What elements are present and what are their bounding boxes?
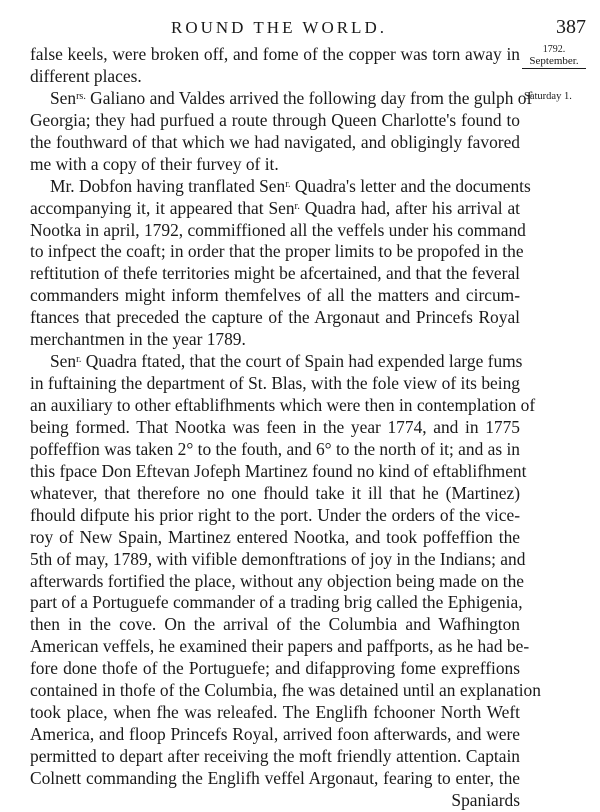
catchword: Spaniards [451,789,520,810]
text-line: Mr. Dobfon having tranflated Sen$^{r.}$ Quadra's letter and the documents [50,175,531,196]
text-line: an auxiliary to other eftablifhments which were then in contemplation of [30,395,536,415]
text-line: fore done thofe of the Portuguefe; and difapproving fome expreffions [30,658,520,679]
text-line: afterwards fortified the place, without any objection being made on the [30,570,525,591]
text-line: Georgia; they had purfued a route through Queen Charlotte's found to [30,109,520,130]
text-line: took place, when fhe was releafed. The Englifh fchooner North Weft [30,702,520,723]
abbrev-superscript: r. [294,200,300,212]
page-number: 387 [556,16,586,38]
text-line: merchantmen in the year 1789. [30,329,246,350]
text-line: the fouthward of that which we had navigated, and obligingly favored [30,131,520,152]
text-line: whatever, that therefore no one fhould take it ill that he (Martinez) [30,482,520,503]
text-line: permitted to depart after receiving the moft friendly attention. Captain [30,746,520,766]
abbrev-superscript: r. [285,178,291,190]
text-line: poffeffion was taken 2° to the fouth, and 6° to the north of it; and as in [30,438,520,459]
margin-year: 1792. [542,44,566,55]
text-line: American veffels, he examined their papers and paffports, as he had be- [30,636,530,657]
abbrev-superscript: r. [76,354,82,366]
text-line: different places. [30,65,142,86]
text-line: being formed. That Nootka was feen in the year 1774, and in 1775 [30,416,520,437]
margin-day: Saturday 1. [524,91,572,102]
page-header [30,16,586,40]
text-line: fhould difpute his prior right to the port. Under the orders of the vice- [30,504,520,525]
running-head: ROUND THE WORLD. [171,18,387,37]
text-line: reftitution of thefe territories might be afcertained, and that the feveral [30,263,520,284]
text-line: false keels, were broken off, and fome of the copper was torn away in [30,44,520,64]
text-line: me with a copy of their furvey of it. [30,153,279,174]
text-line: this fpace Don Eftevan Jofeph Martinez found no kind of eftablifhment [30,460,527,481]
text-line: America, and floop Princefs Royal, arrived foon afterwards, and were [30,724,520,745]
abbrev-superscript: rs. [76,90,86,102]
text-line: then in the cove. On the arrival of the Columbia and Wafhington [30,614,520,635]
body-text [30,44,541,812]
margin-month: September. [522,55,586,69]
text-line: roy of New Spain, Martinez entered Nootka, and took poffeffion the [30,526,520,547]
text-line: Colnett commanding the Englifh veffel Argonaut, fearing to enter, the [30,767,520,788]
text-line: to infpect the coaft; in order that the proper limits to be propofed in the [30,241,524,262]
text-line: contained in thofe of the Columbia, fhe was detained until an explanation [30,680,541,701]
margin-notes [522,44,586,102]
text-line: in fuftaining the department of St. Blas, with the fole view of its being [30,373,520,394]
text-line: Nootka in april, 1792, commiffioned all the veffels under his command [30,219,526,240]
text-line: accompanying it, it appeared that Sen$^{r.}$ Quadra had, after his arrival at [30,197,520,218]
text-line: 5th of may, 1789, with vifible demonftrations of joy in the Indians; and [30,548,526,569]
text-line: ftances that preceded the capture of the Argonaut and Princefs Royal [30,307,520,328]
text-line: commanders might inform themfelves of all the matters and circum- [30,285,520,306]
text-line: part of a Portuguefe commander of a trading brig called the Ephigenia, [30,592,523,613]
text-line: Sen$^{r.}$ Quadra ftated, that the court of Spain had expended large fums [50,351,523,372]
text-line: Sen$^{rs.}$ Galiano and Valdes arrived the following day from the gulph of [50,87,533,108]
